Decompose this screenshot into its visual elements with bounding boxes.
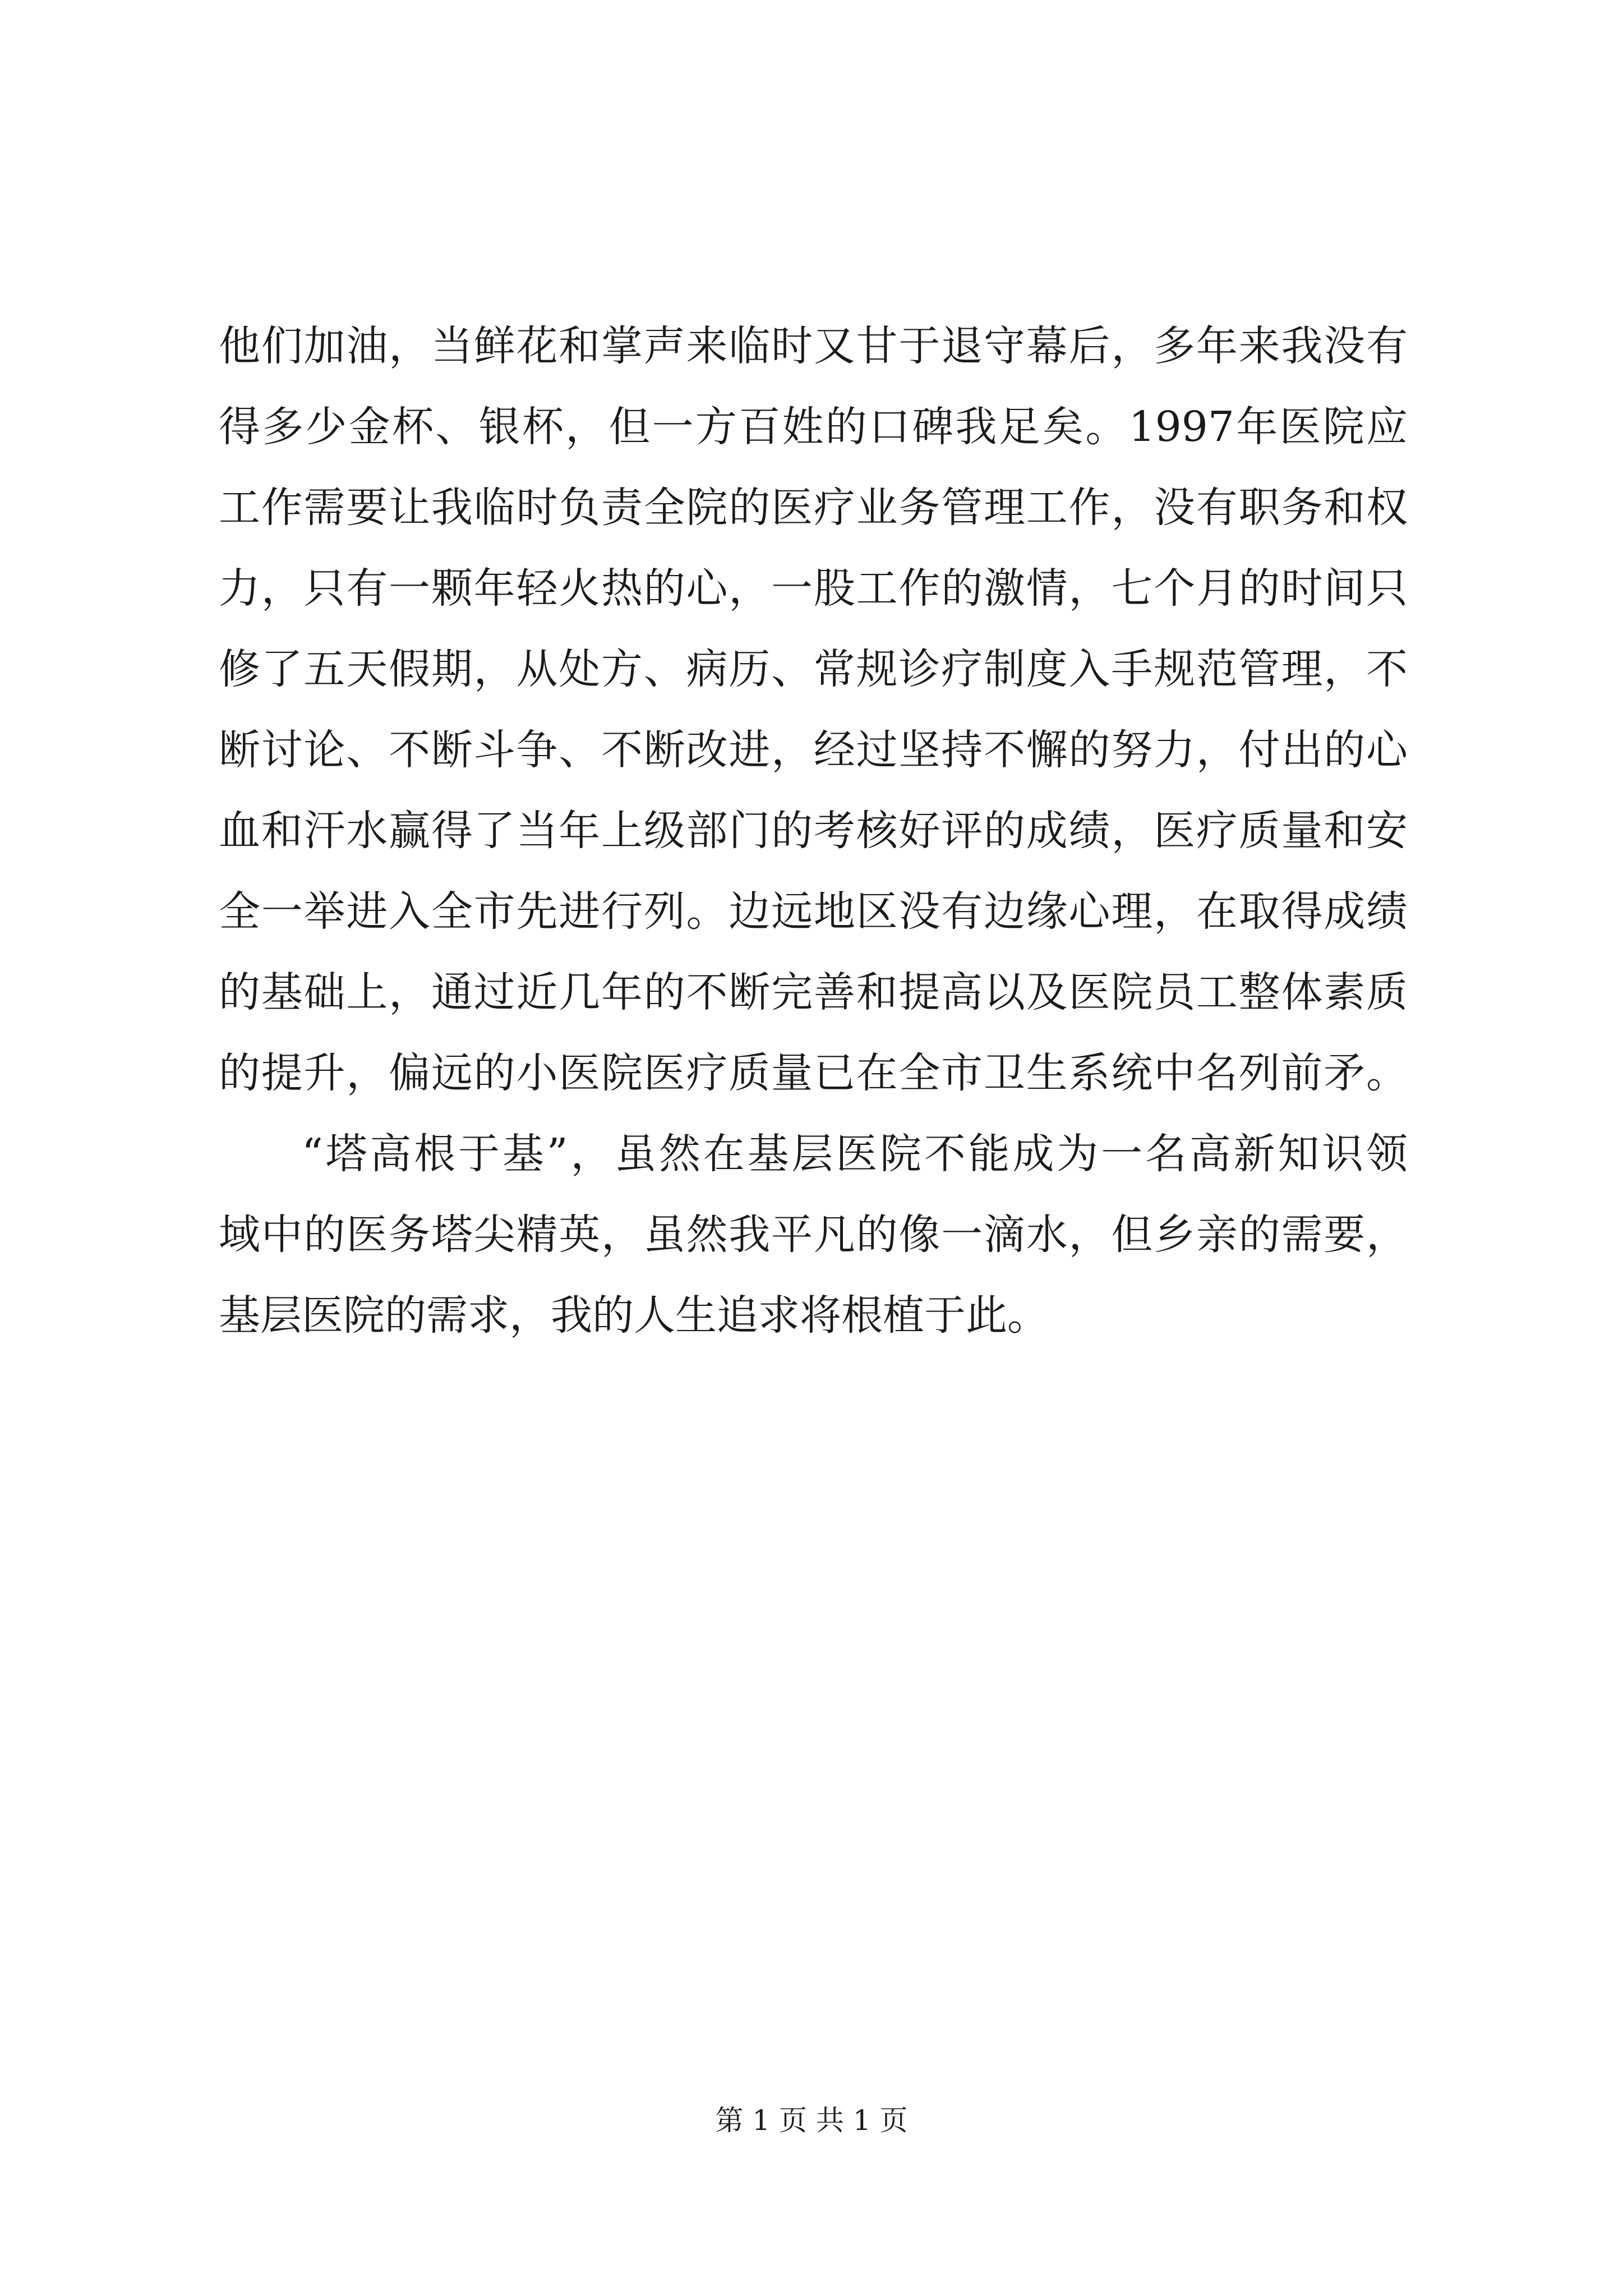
- text-line: 得多少金杯、银杯，但一方百姓的口碑我足矣。1997年医院应: [219, 403, 1408, 451]
- paragraph-1: [219, 306, 1408, 1114]
- text-line: “塔高根于基”，虽然在基层医院不能成为一名高新知识领: [302, 1130, 1408, 1178]
- text-line: 基层医院的需求，我的人生追求将根植于此。: [219, 1291, 1049, 1340]
- text-line: 断讨论、不断斗争、不断改进，经过坚持不懈的努力，付出的心: [219, 726, 1408, 774]
- text-line: 血和汗水赢得了当年上级部门的考核好评的成绩，医疗质量和安: [219, 807, 1408, 855]
- text-line: 工作需要让我临时负责全院的医疗业务管理工作，没有职务和权: [219, 484, 1408, 532]
- text-line: 域中的医务塔尖精英，虽然我平凡的像一滴水，但乡亲的需要，: [219, 1211, 1408, 1259]
- paragraph-2: [219, 1114, 1408, 1356]
- text-line: 的基础上，通过近几年的不断完善和提高以及医院员工整体素质: [219, 968, 1408, 1016]
- text-line: 修了五天假期，从处方、病历、常规诊疗制度入手规范管理，不: [219, 645, 1408, 693]
- document-body: [219, 306, 1408, 1356]
- text-line: 全一举进入全市先进行列。边远地区没有边缘心理，在取得成绩: [219, 887, 1408, 936]
- text-line: 的提升，偏远的小医院医疗质量已在全市卫生系统中名列前矛。: [219, 1049, 1408, 1097]
- page-number-footer: 第 1 页 共 1 页: [715, 2104, 908, 2137]
- text-line: 力，只有一颗年轻火热的心，一股工作的激情，七个月的时间只: [219, 564, 1408, 613]
- text-line: 他们加油，当鲜花和掌声来临时又甘于退守幕后，多年来我没有: [219, 322, 1408, 370]
